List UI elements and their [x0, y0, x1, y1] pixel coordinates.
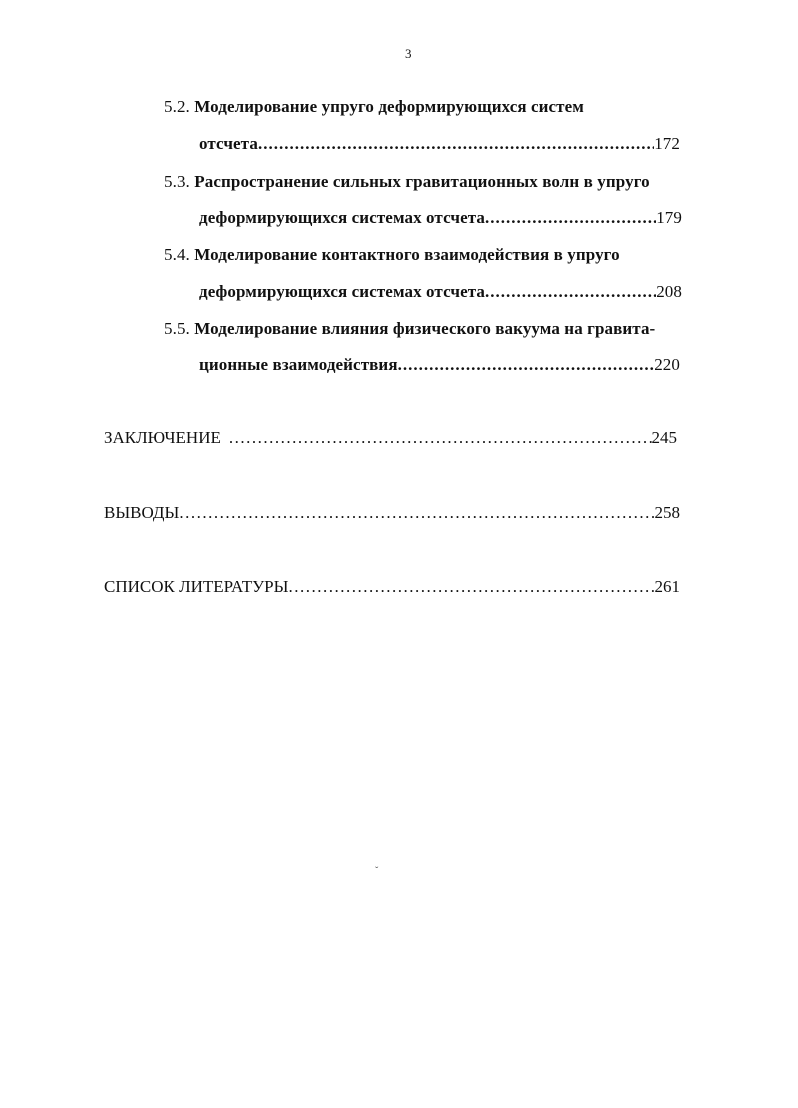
toc-entry-5-2-title — [164, 97, 584, 117]
toc-entry-title-cont: ционные взаимодействия — [199, 355, 398, 374]
toc-entry-title: Распространение сильных гравитационных волн в упруго — [194, 172, 650, 191]
toc-page-ref: 220 — [654, 355, 680, 374]
toc-entry-5-2-leader — [199, 134, 680, 154]
page-number: 3 — [405, 46, 412, 61]
toc-entry-number: 5.3. — [164, 172, 190, 191]
toc-entry-number: 5.4. — [164, 245, 190, 264]
leader-dots — [288, 577, 654, 597]
leader-dots — [485, 282, 656, 302]
leader-dots — [485, 208, 656, 228]
toc-page-ref: 261 — [654, 577, 680, 596]
toc-entry-5-5-leader — [199, 355, 680, 375]
toc-section-title: ЗАКЛЮЧЕНИЕ — [104, 428, 221, 447]
toc-page-ref: 208 — [656, 282, 682, 301]
toc-entry-title: Моделирование влияния физического вакуума на гравита- — [194, 319, 656, 338]
toc-entry-title: Моделирование контактного взаимодействия в упруго — [194, 245, 620, 264]
toc-entry-5-4-leader — [199, 282, 682, 302]
toc-entry-title-cont: деформирующихся системах отсчета — [199, 208, 485, 227]
toc-entry-title-cont: деформирующихся системах отсчета — [199, 282, 485, 301]
toc-entry-5-3-leader — [199, 208, 682, 228]
toc-entry-5-5-title — [164, 319, 655, 339]
toc-page-ref: 172 — [654, 134, 680, 153]
toc-entry-title-cont: отсчета — [199, 134, 258, 153]
toc-section-title: ВЫВОДЫ — [104, 503, 180, 522]
toc-section-references — [104, 577, 680, 597]
leader-dots — [398, 355, 655, 375]
toc-page-ref: 179 — [656, 208, 682, 227]
leader-dots — [229, 428, 652, 448]
toc-entry-5-4-title — [164, 245, 620, 265]
toc-section-title: СПИСОК ЛИТЕРАТУРЫ — [104, 577, 289, 596]
toc-section-conclusions — [104, 503, 680, 523]
toc-section-conclusion — [104, 428, 677, 448]
leader-dots — [258, 134, 654, 154]
leader-dots — [179, 503, 654, 523]
toc-page-ref: 245 — [651, 428, 677, 447]
toc-entry-number: 5.5. — [164, 319, 190, 338]
toc-page-ref: 258 — [654, 503, 680, 522]
toc-entry-title: Моделирование упруго деформирующихся систем — [194, 97, 584, 116]
toc-entry-5-3-title — [164, 172, 650, 192]
toc-entry-number: 5.2. — [164, 97, 190, 116]
stray-mark: ˇ — [375, 866, 379, 877]
